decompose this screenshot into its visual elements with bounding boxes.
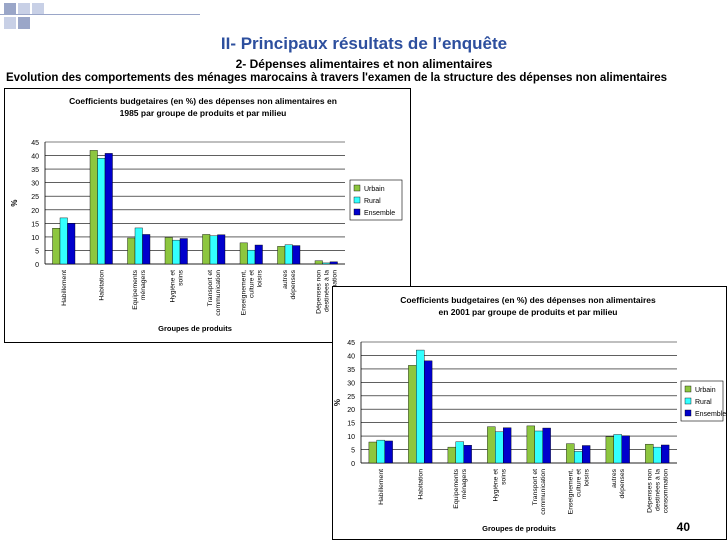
x-category-label: Equipements xyxy=(131,270,139,310)
bar-urbain xyxy=(240,243,248,264)
bar-rural xyxy=(574,451,582,463)
chart-title: en 2001 par groupe de produits et par milieu xyxy=(438,307,618,317)
bar-rural xyxy=(323,263,331,264)
y-tick-label: 5 xyxy=(351,447,355,455)
x-category-label: culture et xyxy=(248,270,256,298)
x-category-label: Habitation xyxy=(417,469,425,500)
bar-ensemble xyxy=(661,445,669,463)
bar-rural xyxy=(248,250,256,264)
decorative-square xyxy=(4,17,16,29)
y-tick-label: 25 xyxy=(31,194,39,202)
bar-ensemble xyxy=(68,223,76,264)
bar-rural xyxy=(456,442,464,463)
x-category-label: autres xyxy=(281,270,289,289)
x-category-label: destinées à la xyxy=(323,270,331,312)
bar-ensemble xyxy=(543,428,551,463)
y-tick-label: 45 xyxy=(347,340,355,347)
legend-swatch-urbain xyxy=(685,386,691,392)
bar-rural xyxy=(210,236,218,264)
bar-ensemble xyxy=(503,428,511,463)
chart-title: Coefficients budgetaires (en %) des dépenses non alimentaires xyxy=(400,295,656,305)
bar-ensemble xyxy=(293,246,301,264)
x-axis-label: Groupes de produits xyxy=(158,324,232,333)
y-tick-label: 10 xyxy=(31,234,39,242)
legend-label: Urbain xyxy=(364,186,385,193)
x-category-label: culture et xyxy=(575,469,583,497)
y-tick-label: 5 xyxy=(35,248,39,256)
y-tick-label: 20 xyxy=(31,207,39,215)
slide-heading: Evolution des comportements des ménages marocains à travers l'examen de la structure des dépenses non alimentaires xyxy=(6,72,668,84)
x-category-label: ménagers xyxy=(460,469,468,500)
y-tick-label: 25 xyxy=(347,393,355,401)
bar-ensemble xyxy=(582,446,590,463)
x-category-label: Habillement xyxy=(60,270,68,306)
page-number: 40 xyxy=(676,520,690,534)
y-tick-label: 0 xyxy=(35,262,39,269)
legend-swatch-rural xyxy=(685,398,691,404)
bar-ensemble xyxy=(622,436,630,463)
legend-label: Rural xyxy=(695,399,712,406)
y-tick-label: 0 xyxy=(351,461,355,468)
bar-rural xyxy=(285,245,293,264)
legend-label: Ensemble xyxy=(364,210,396,217)
x-category-label: Habillement xyxy=(377,469,385,505)
bar-rural xyxy=(653,447,661,463)
x-axis-label: Groupes de produits xyxy=(482,524,556,533)
x-category-label: Dépenses non xyxy=(646,469,654,513)
legend-swatch-ensemble xyxy=(354,209,360,215)
legend-swatch-rural xyxy=(354,197,360,203)
bar-rural xyxy=(614,434,622,463)
x-category-label: dépenses xyxy=(618,469,626,499)
y-tick-label: 40 xyxy=(31,153,39,161)
x-category-label: Equipements xyxy=(452,469,460,509)
x-category-label: dépenses xyxy=(289,270,297,300)
bar-urbain xyxy=(369,442,377,463)
x-category-label: destinées à la xyxy=(654,469,662,511)
legend-swatch-ensemble xyxy=(685,410,691,416)
bar-urbain xyxy=(645,444,653,463)
bar-urbain xyxy=(128,238,136,264)
y-tick-label: 30 xyxy=(31,180,39,188)
bar-rural xyxy=(535,431,543,463)
chart-2001-svg xyxy=(333,287,726,539)
y-tick-label: 45 xyxy=(31,140,39,147)
chart-2001 xyxy=(332,286,727,540)
y-tick-label: 40 xyxy=(347,353,355,361)
x-category-label: Enseignement, xyxy=(240,270,248,316)
bar-ensemble xyxy=(218,235,226,264)
bar-urbain xyxy=(165,237,173,264)
bar-ensemble xyxy=(330,262,338,264)
bar-ensemble xyxy=(464,445,472,463)
chart-title: 1985 par groupe de produits et par milieu xyxy=(119,108,287,118)
y-tick-label: 15 xyxy=(31,221,39,229)
x-category-label: autres xyxy=(610,469,618,488)
bar-ensemble xyxy=(385,441,393,463)
bar-urbain xyxy=(53,228,61,264)
x-category-label: consommation xyxy=(662,469,670,514)
bar-urbain xyxy=(487,427,495,463)
bar-urbain xyxy=(315,261,323,264)
x-category-label: communication xyxy=(214,270,222,316)
legend-label: Urbain xyxy=(695,387,716,394)
x-category-label: Enseignement, xyxy=(567,469,575,515)
x-category-label: soins xyxy=(177,270,185,286)
slide-title: II- Principaux résultats de l’enquête xyxy=(220,34,508,53)
y-axis-label: % xyxy=(333,398,342,407)
y-axis-label: % xyxy=(10,199,19,207)
bar-ensemble xyxy=(105,153,113,264)
bar-urbain xyxy=(408,365,416,463)
bar-urbain xyxy=(278,246,286,264)
bar-rural xyxy=(173,240,181,264)
bar-rural xyxy=(377,440,385,463)
bar-urbain xyxy=(606,437,614,463)
bar-rural xyxy=(495,432,503,463)
x-category-label: loisirs xyxy=(583,469,591,487)
bar-ensemble xyxy=(143,234,151,264)
y-tick-label: 20 xyxy=(347,407,355,415)
y-tick-label: 10 xyxy=(347,434,355,442)
y-tick-label: 35 xyxy=(31,167,39,175)
bar-ensemble xyxy=(424,361,432,463)
bar-rural xyxy=(135,228,143,264)
y-tick-label: 35 xyxy=(347,366,355,374)
bar-urbain xyxy=(448,447,456,463)
x-category-label: soins xyxy=(500,469,508,485)
bar-ensemble xyxy=(255,245,263,264)
x-category-label: Dépenses non xyxy=(315,270,323,314)
legend-label: Rural xyxy=(364,198,381,205)
decorative-line xyxy=(0,14,200,15)
slide-subtitle: 2- Dépenses alimentaires et non alimentaires xyxy=(235,57,493,71)
x-category-label: Hygiène et xyxy=(169,270,177,303)
legend-label: Ensemble xyxy=(695,411,726,418)
x-category-label: loisirs xyxy=(256,270,264,288)
bar-rural xyxy=(60,218,68,264)
decorative-square xyxy=(18,17,30,29)
legend-swatch-urbain xyxy=(354,185,360,191)
x-category-label: Transport et xyxy=(531,469,539,506)
x-category-label: Habitation xyxy=(98,270,106,301)
bar-rural xyxy=(98,158,106,264)
x-category-label: Hygiène et xyxy=(492,469,500,502)
bar-urbain xyxy=(90,150,98,264)
x-category-label: ménagers xyxy=(139,270,147,301)
bar-urbain xyxy=(527,426,535,463)
y-tick-label: 30 xyxy=(347,380,355,388)
x-category-label: communication xyxy=(539,469,547,515)
y-tick-label: 15 xyxy=(347,420,355,428)
bar-rural xyxy=(416,350,424,463)
x-category-label: Transport et xyxy=(206,270,214,307)
bar-urbain xyxy=(566,444,574,463)
bar-urbain xyxy=(203,234,211,264)
bar-ensemble xyxy=(180,239,188,264)
chart-title: Coefficients budgetaires (en %) des dépenses non alimentaires en xyxy=(69,96,337,106)
